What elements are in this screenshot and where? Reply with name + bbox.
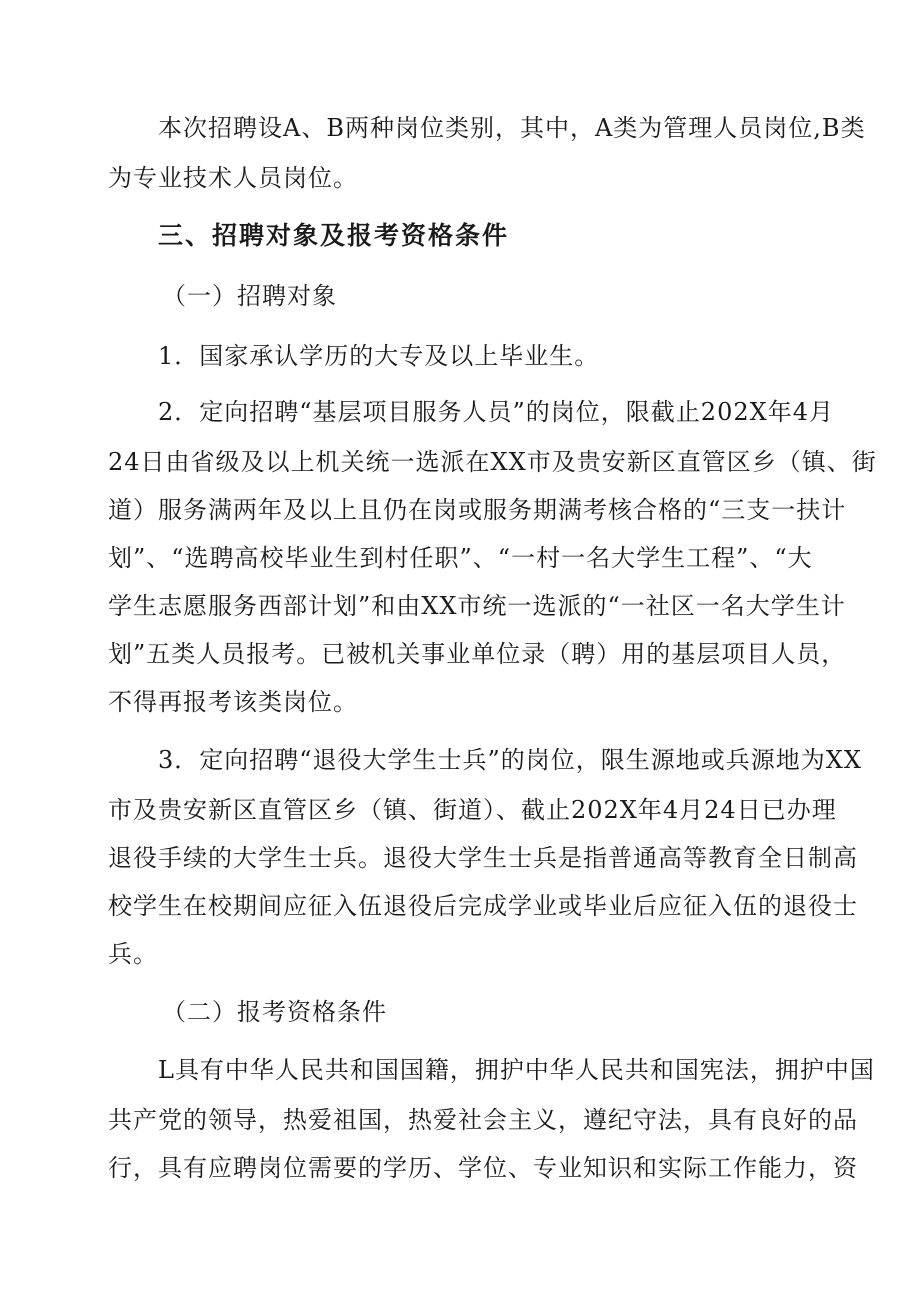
item-2-line-6: 划”五类人员报考。已被机关事业单位录（聘）用的基层项目人员， [108,640,847,668]
item-l-line-1: L具有中华人民共和国国籍，拥护中华人民共和国宪法，拥护中国 [158,1056,875,1084]
item-3-line-5: 兵。 [108,940,158,968]
item-2-line-4: 划”、“选聘高校毕业生到村任职”、“一村一名大学生工程”、“大 [108,544,813,572]
item-3-line-4: 校学生在校期间应征入伍退役后完成学业或毕业后应征入伍的退役士 [108,892,858,920]
paragraph-1-line-2: 为专业技术人员岗位。 [108,164,358,192]
item-2-line-5: 学生志愿服务西部计划”和由XX市统一选派的“一社区一名大学生计 [108,592,846,620]
subsection-1-title: （一）招聘对象 [162,282,337,310]
item-l-line-3: 行，具有应聘岗位需要的学历、学位、专业知识和实际工作能力，资 [108,1154,858,1182]
item-l-line-2: 共产党的领导，热爱祖国，热爱社会主义，遵纪守法，具有良好的品 [108,1106,858,1134]
item-3-line-3: 退役手续的大学生士兵。退役大学生士兵是指普通高等教育全日制高 [108,844,858,872]
subsection-2-title: （二）报考资格条件 [162,998,387,1026]
item-2-line-7: 不得再报考该类岗位。 [108,688,358,716]
item-2-line-1: 2．定向招聘“基层项目服务人员”的岗位，限截止202X年4月 [158,398,834,426]
item-1: 1．国家承认学历的大专及以上毕业生。 [158,342,600,370]
paragraph-1-line-1: 本次招聘设A、B两种岗位类别，其中，A类为管理人员岗位,B类 [158,114,866,142]
item-2-line-3: 道）服务满两年及以上且仍在岗或服务期满考核合格的“三支一扶计 [108,496,847,524]
section-heading: 三、招聘对象及报考资格条件 [158,221,510,250]
item-2-line-2: 24日由省级及以上机关统一选派在XX市及贵安新区直管区乡（镇、街 [108,448,877,476]
item-3-line-1: 3．定向招聘“退役大学生士兵”的岗位，限生源地或兵源地为XX [158,746,862,774]
item-3-line-2: 市及贵安新区直管区乡（镇、街道）、截止202X年4月24日已办理 [108,796,837,824]
